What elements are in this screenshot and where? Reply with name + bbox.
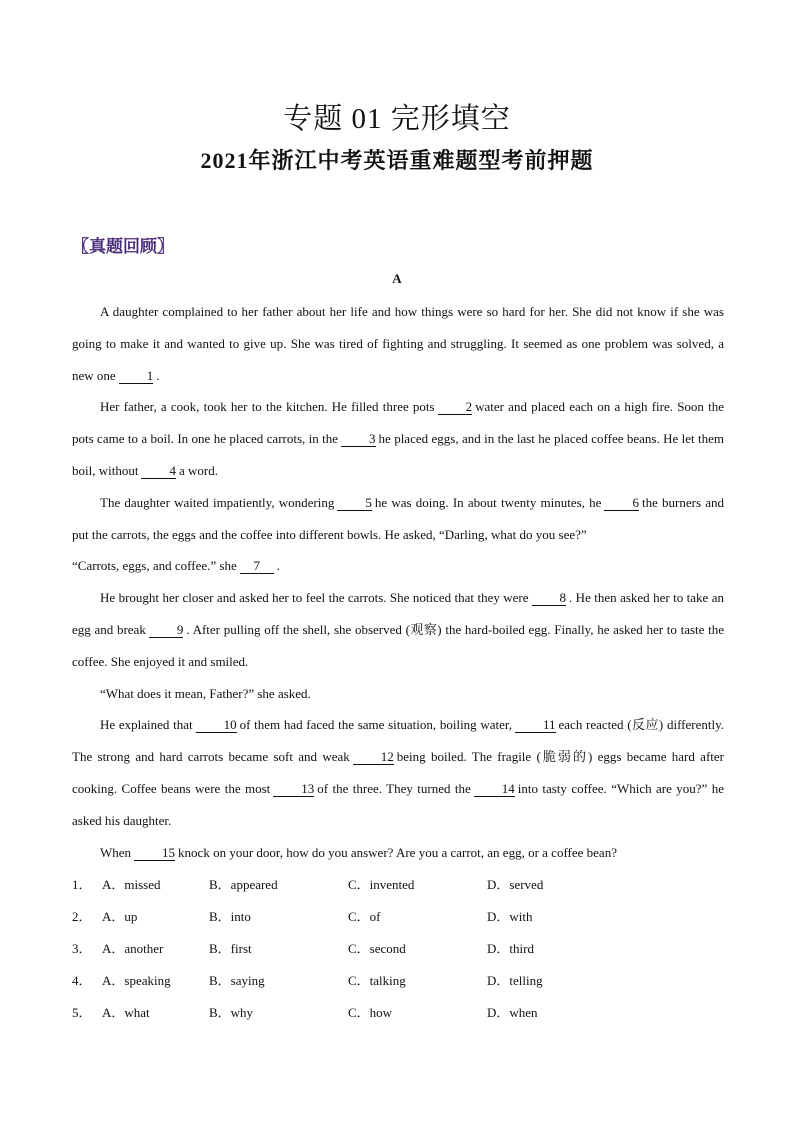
blank-12[interactable]: 12: [353, 750, 394, 765]
passage-body: [72, 296, 724, 868]
text: he placed eggs, and in the last he placed coffee beans. He let them boil, without: [72, 431, 724, 478]
option-row-1: [72, 868, 724, 900]
text: of the three. They turned the: [317, 780, 471, 796]
option-a[interactable]: A．speaking: [102, 972, 171, 988]
blank-2[interactable]: 2: [438, 400, 473, 415]
text: The daughter waited impatiently, wondering: [100, 494, 335, 510]
blank-11[interactable]: 11: [515, 718, 556, 733]
question-number: 2．: [72, 909, 92, 925]
text: water and placed each on a high fire. Soon the pots came to a boil. In one he placed carrots, in the: [72, 399, 725, 447]
question-number: 4．: [72, 972, 92, 988]
option-a[interactable]: A．missed: [102, 877, 161, 893]
option-d[interactable]: D．with: [487, 909, 533, 925]
page-title: 专题 01 完形填空: [283, 103, 511, 135]
option-d[interactable]: D．served: [487, 877, 544, 893]
text: He explained that: [100, 717, 193, 733]
blank-4[interactable]: 4: [141, 464, 176, 479]
question-number: 1．: [72, 877, 92, 893]
text: into tasty coffee. “Which are you?” he asked his daughter.: [72, 780, 724, 828]
option-b[interactable]: B．first: [209, 940, 252, 956]
paragraph-2: [72, 391, 724, 486]
option-b[interactable]: B．saying: [209, 972, 265, 988]
option-row-5: [72, 995, 724, 1027]
text: the burners and put the carrots, the eggs and the coffee into different bowls. He asked, “Darling, what do you see?”: [72, 494, 725, 542]
page-subtitle: 2021年浙江中考英语重难题型考前押题: [200, 148, 594, 173]
text: “What does it mean, Father?” she asked.: [100, 685, 311, 701]
option-a[interactable]: A．another: [102, 940, 164, 956]
option-b[interactable]: B．appeared: [209, 877, 278, 893]
option-c[interactable]: C．second: [348, 940, 406, 956]
blank-14[interactable]: 14: [474, 782, 515, 797]
paragraph-3: [72, 487, 724, 551]
question-number: 5．: [72, 1004, 92, 1020]
option-c[interactable]: C．talking: [348, 972, 406, 988]
text: A daughter complained to her father about her life and how things were so hard for her. She did not know if she was going to make it and wanted to give up. She was tired of fighting and struggling. It seemed as one problem was solved, a new one: [72, 304, 724, 383]
text: a word.: [178, 462, 218, 478]
text: He brought her closer and asked her to feel the carrots. She noticed that they were: [100, 590, 529, 606]
option-b[interactable]: B．why: [209, 1004, 254, 1020]
option-d[interactable]: D．telling: [487, 972, 543, 988]
blank-13[interactable]: 13: [273, 782, 314, 797]
blank-7[interactable]: 7: [240, 559, 274, 574]
text: he was doing. In about twenty minutes, he: [374, 494, 602, 510]
option-c[interactable]: C．how: [348, 1004, 393, 1020]
paragraph-8: [72, 837, 724, 869]
text: Her father, a cook, took her to the kitchen. He filled three pots: [100, 399, 435, 415]
text: being boiled. The fragile (脆弱的) eggs became hard after cooking. Coffee beans were the most: [72, 749, 724, 796]
paragraph-5: [72, 582, 724, 677]
option-a[interactable]: A．what: [102, 1004, 150, 1020]
blank-9[interactable]: 9: [149, 623, 184, 638]
paragraph-1: [72, 296, 724, 391]
option-row-3: [72, 932, 724, 964]
text: each reacted (反应) differently. The strong and hard carrots became soft and weak: [72, 717, 724, 765]
text: . After pulling off the shell, she observed (观察) the hard-boiled egg. Finally, he asked her to taste the coffee. She enjoyed it and smiled.: [72, 621, 724, 669]
question-number: 3．: [72, 940, 92, 956]
option-c[interactable]: C．invented: [348, 877, 415, 893]
option-row-2: [72, 900, 724, 932]
option-row-4: [72, 963, 724, 995]
text: “Carrots, eggs, and coffee.” she: [72, 558, 237, 574]
text: of them had faced the same situation, boiling water,: [239, 717, 512, 733]
blank-6[interactable]: 6: [604, 496, 639, 511]
answer-options: [72, 868, 724, 1027]
blank-8[interactable]: 8: [532, 591, 567, 606]
text: . He then asked her to take an egg and break: [72, 590, 724, 637]
blank-1[interactable]: 1: [119, 369, 154, 384]
option-d[interactable]: D．when: [487, 1004, 538, 1020]
blank-10[interactable]: 10: [196, 718, 237, 733]
blank-5[interactable]: 5: [337, 496, 372, 511]
option-a[interactable]: A．up: [102, 909, 138, 925]
option-d[interactable]: D．third: [487, 940, 534, 956]
option-c[interactable]: C．of: [348, 909, 381, 925]
text: .: [156, 367, 160, 383]
option-b[interactable]: B．into: [209, 909, 251, 925]
text: .: [276, 558, 280, 574]
blank-3[interactable]: 3: [341, 432, 376, 447]
paragraph-6: [72, 678, 724, 710]
text: When: [100, 844, 132, 860]
passage-label: A: [392, 271, 402, 286]
paragraph-4: [72, 550, 724, 582]
paragraph-7: [72, 709, 724, 836]
section-tag: 〖真题回顾〗: [72, 237, 174, 257]
text: knock on your door, how do you answer? Are you a carrot, an egg, or a coffee bean?: [178, 844, 617, 860]
blank-15[interactable]: 15: [134, 846, 175, 861]
